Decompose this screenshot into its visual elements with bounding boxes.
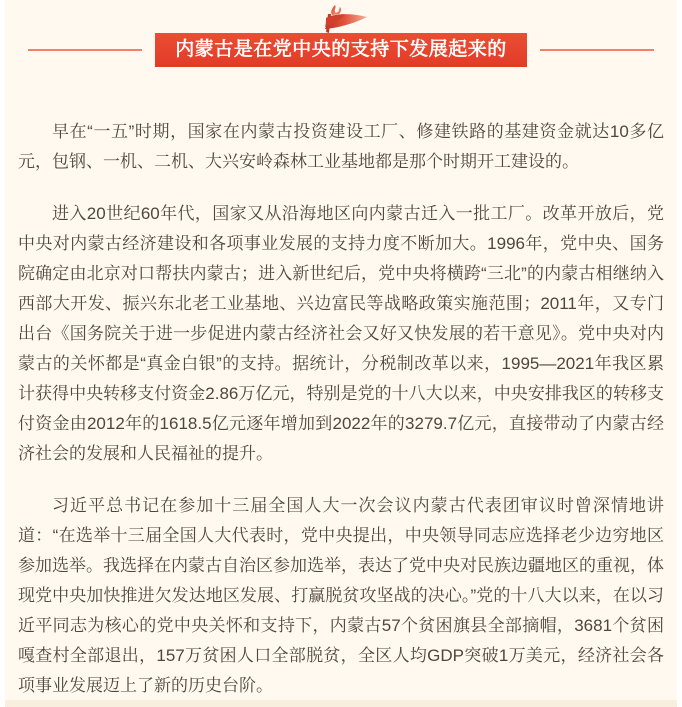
red-flag-icon (5, 5, 677, 33)
bottom-strip (5, 700, 677, 707)
paragraph-1: 早在“一五”时期，国家在内蒙古投资建设工厂、修建铁路的基建资金就达10多亿元，包钢、一机、二机、大兴安岭森林工业基地都是那个时期开工建设的。 (18, 122, 664, 171)
title-row (5, 33, 677, 67)
title-left-line (28, 49, 142, 51)
article-page (5, 0, 677, 707)
paragraph-2: 进入20世纪60年代，国家又从沿海地区向内蒙古迁入一批工厂。改革开放后，党中央对内蒙古经济建设和各项事业发展的支持力度不断加大。1996年，党中央、国务院确定由北京对口帮扶内蒙古；进入新世纪后，党中央将横跨“三北”的内蒙古相继纳入西部大开发、振兴东北老工业基地、兴边富民等战略政策实施范围；2011年，又专门出台《国务院关于进一步促进内蒙古经济社会又好又快发展的若干意见》。党中央对内蒙古的关怀都是“真金白银”的支持。据统计，分税制改革以来，1995—2021年我区累计获得中央转移支付资金2.86万亿元，特别是党的十八大以来，中央安排我区的转移支付资金由2012年的1618.5亿元逐年增加到2022年的3279.7亿元，直接带动了内蒙古经济社会的发展和人民福祉的提升。 (18, 204, 664, 463)
article-body (5, 67, 677, 701)
paragraph-3: 习近平总书记在参加十三届全国人大一次会议内蒙古代表团审议时曾深情地讲道：“在选举十三届全国人大代表时，党中央提出，中央领导同志应选择老少边穷地区参加选举。我选择在内蒙古自治区参加选举，表达了党中央对民族边疆地区的重视，体现党中央加快推进欠发达地区发展、打赢脱贫攻坚战的决心。”党的十八大以来，在以习近平同志为核心的党中央关怀和支持下，内蒙古57个贫困旗县全部摘帽，3681个贫困嘎查村全部退出，157万贫困人口全部脱贫，全区人均GDP突破1万美元，经济社会各项事业发展迈上了新的历史台阶。 (18, 496, 664, 695)
article-header (5, 0, 677, 67)
title-right-line (540, 49, 654, 51)
article-title: 内蒙古是在党中央的支持下发展起来的 (155, 33, 527, 67)
